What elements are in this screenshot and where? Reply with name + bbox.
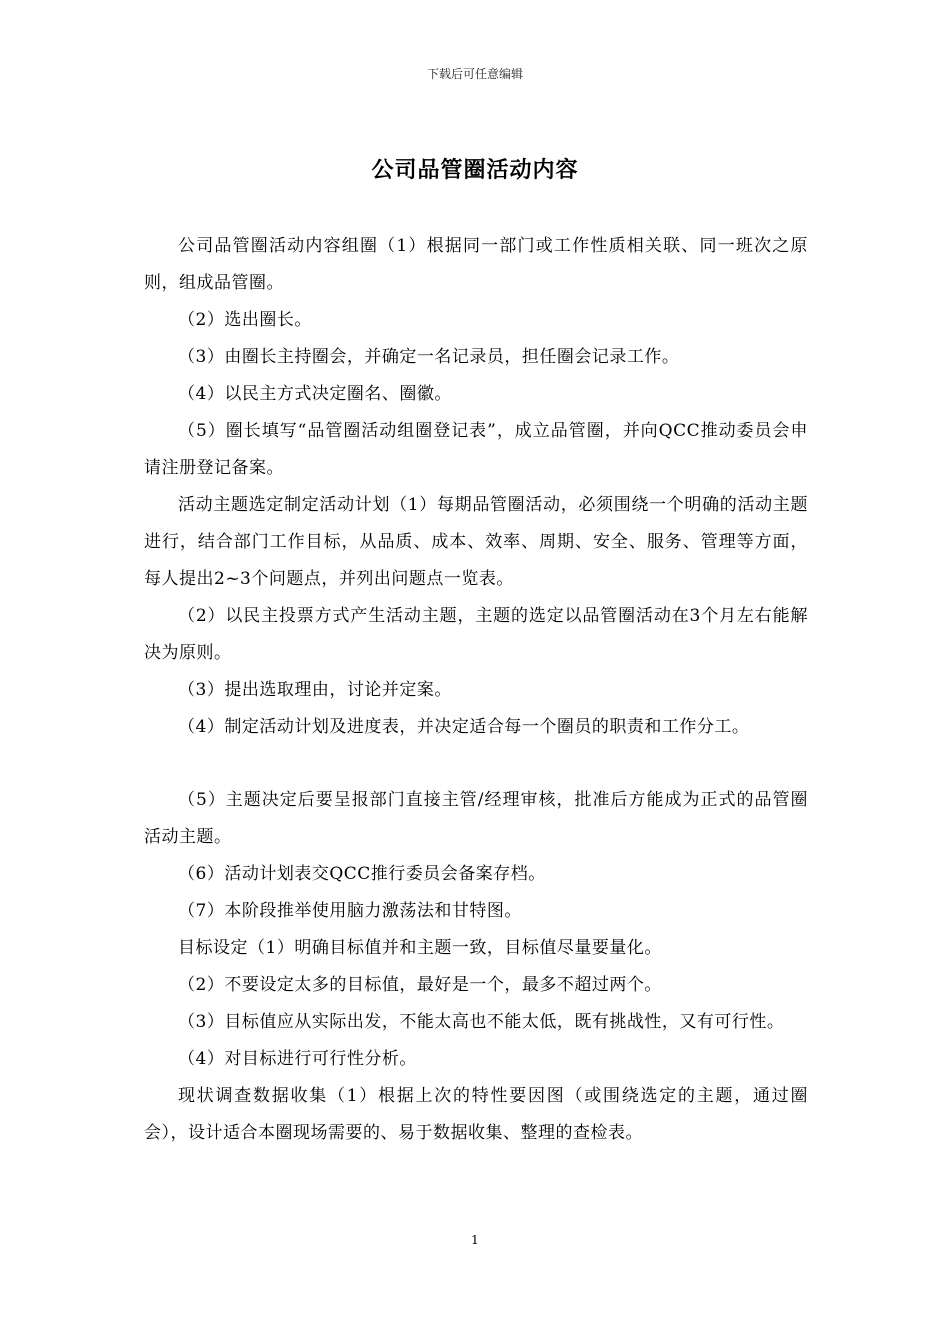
page-number: 1 [471,1233,479,1247]
page-header: 下载后可任意编辑 [426,67,523,81]
paragraph: （4）对目标进行可行性分析。 [178,1049,417,1069]
paragraph: （2）以民主投票方式产生活动主题，主题的选定以品管圈活动在3个月左右能解决为原则。 [144,606,808,663]
blank-line [144,746,808,782]
paragraph: （6）活动计划表交QCC推行委员会备案存档。 [178,864,546,884]
paragraph: （2）不要设定太多的目标值，最好是一个，最多不超过两个。 [178,975,662,995]
paragraph: （7）本阶段推举使用脑力激荡法和甘特图。 [178,901,522,921]
paragraph: 现状调查数据收集（1）根据上次的特性要因图（或围绕选定的主题，通过圈会），设计适合本圈现场需要的、易于数据收集、整理的查检表。 [144,1086,808,1143]
document-title: 公司品管圈活动内容 [371,157,579,183]
paragraph: （5）圈长填写“品管圈活动组圈登记表”，成立品管圈，并向QCC推动委员会申请注册登记备案。 [144,421,808,478]
paragraph: （2）选出圈长。 [178,310,312,330]
paragraph: （5）主题决定后要呈报部门直接主管/经理审核，批准后方能成为正式的品管圈活动主题。 [144,790,808,847]
paragraph: 活动主题选定制定活动计划（1）每期品管圈活动，必须围绕一个明确的活动主题进行，结合部门工作目标，从品质、成本、效率、周期、安全、服务、管理等方面，每人提出2~3个问题点，并列出问题点一览表。 [144,495,808,589]
paragraph: 公司品管圈活动内容组圈（1）根据同一部门或工作性质相关联、同一班次之原则，组成品管圈。 [144,236,808,293]
paragraph: （3）由圈长主持圈会，并确定一名记录员，担任圈会记录工作。 [178,347,680,367]
paragraph: （4）制定活动计划及进度表，并决定适合每一个圈员的职责和工作分工。 [178,717,750,737]
paragraph: （3）目标值应从实际出发，不能太高也不能太低，既有挑战性，又有可行性。 [178,1012,785,1032]
document-body [144,228,808,1152]
paragraph: 目标设定（1）明确目标值并和主题一致，目标值尽量要量化。 [178,938,662,958]
paragraph: （3）提出选取理由，讨论并定案。 [178,680,452,700]
paragraph: （4）以民主方式决定圈名、圈徽。 [178,384,452,404]
